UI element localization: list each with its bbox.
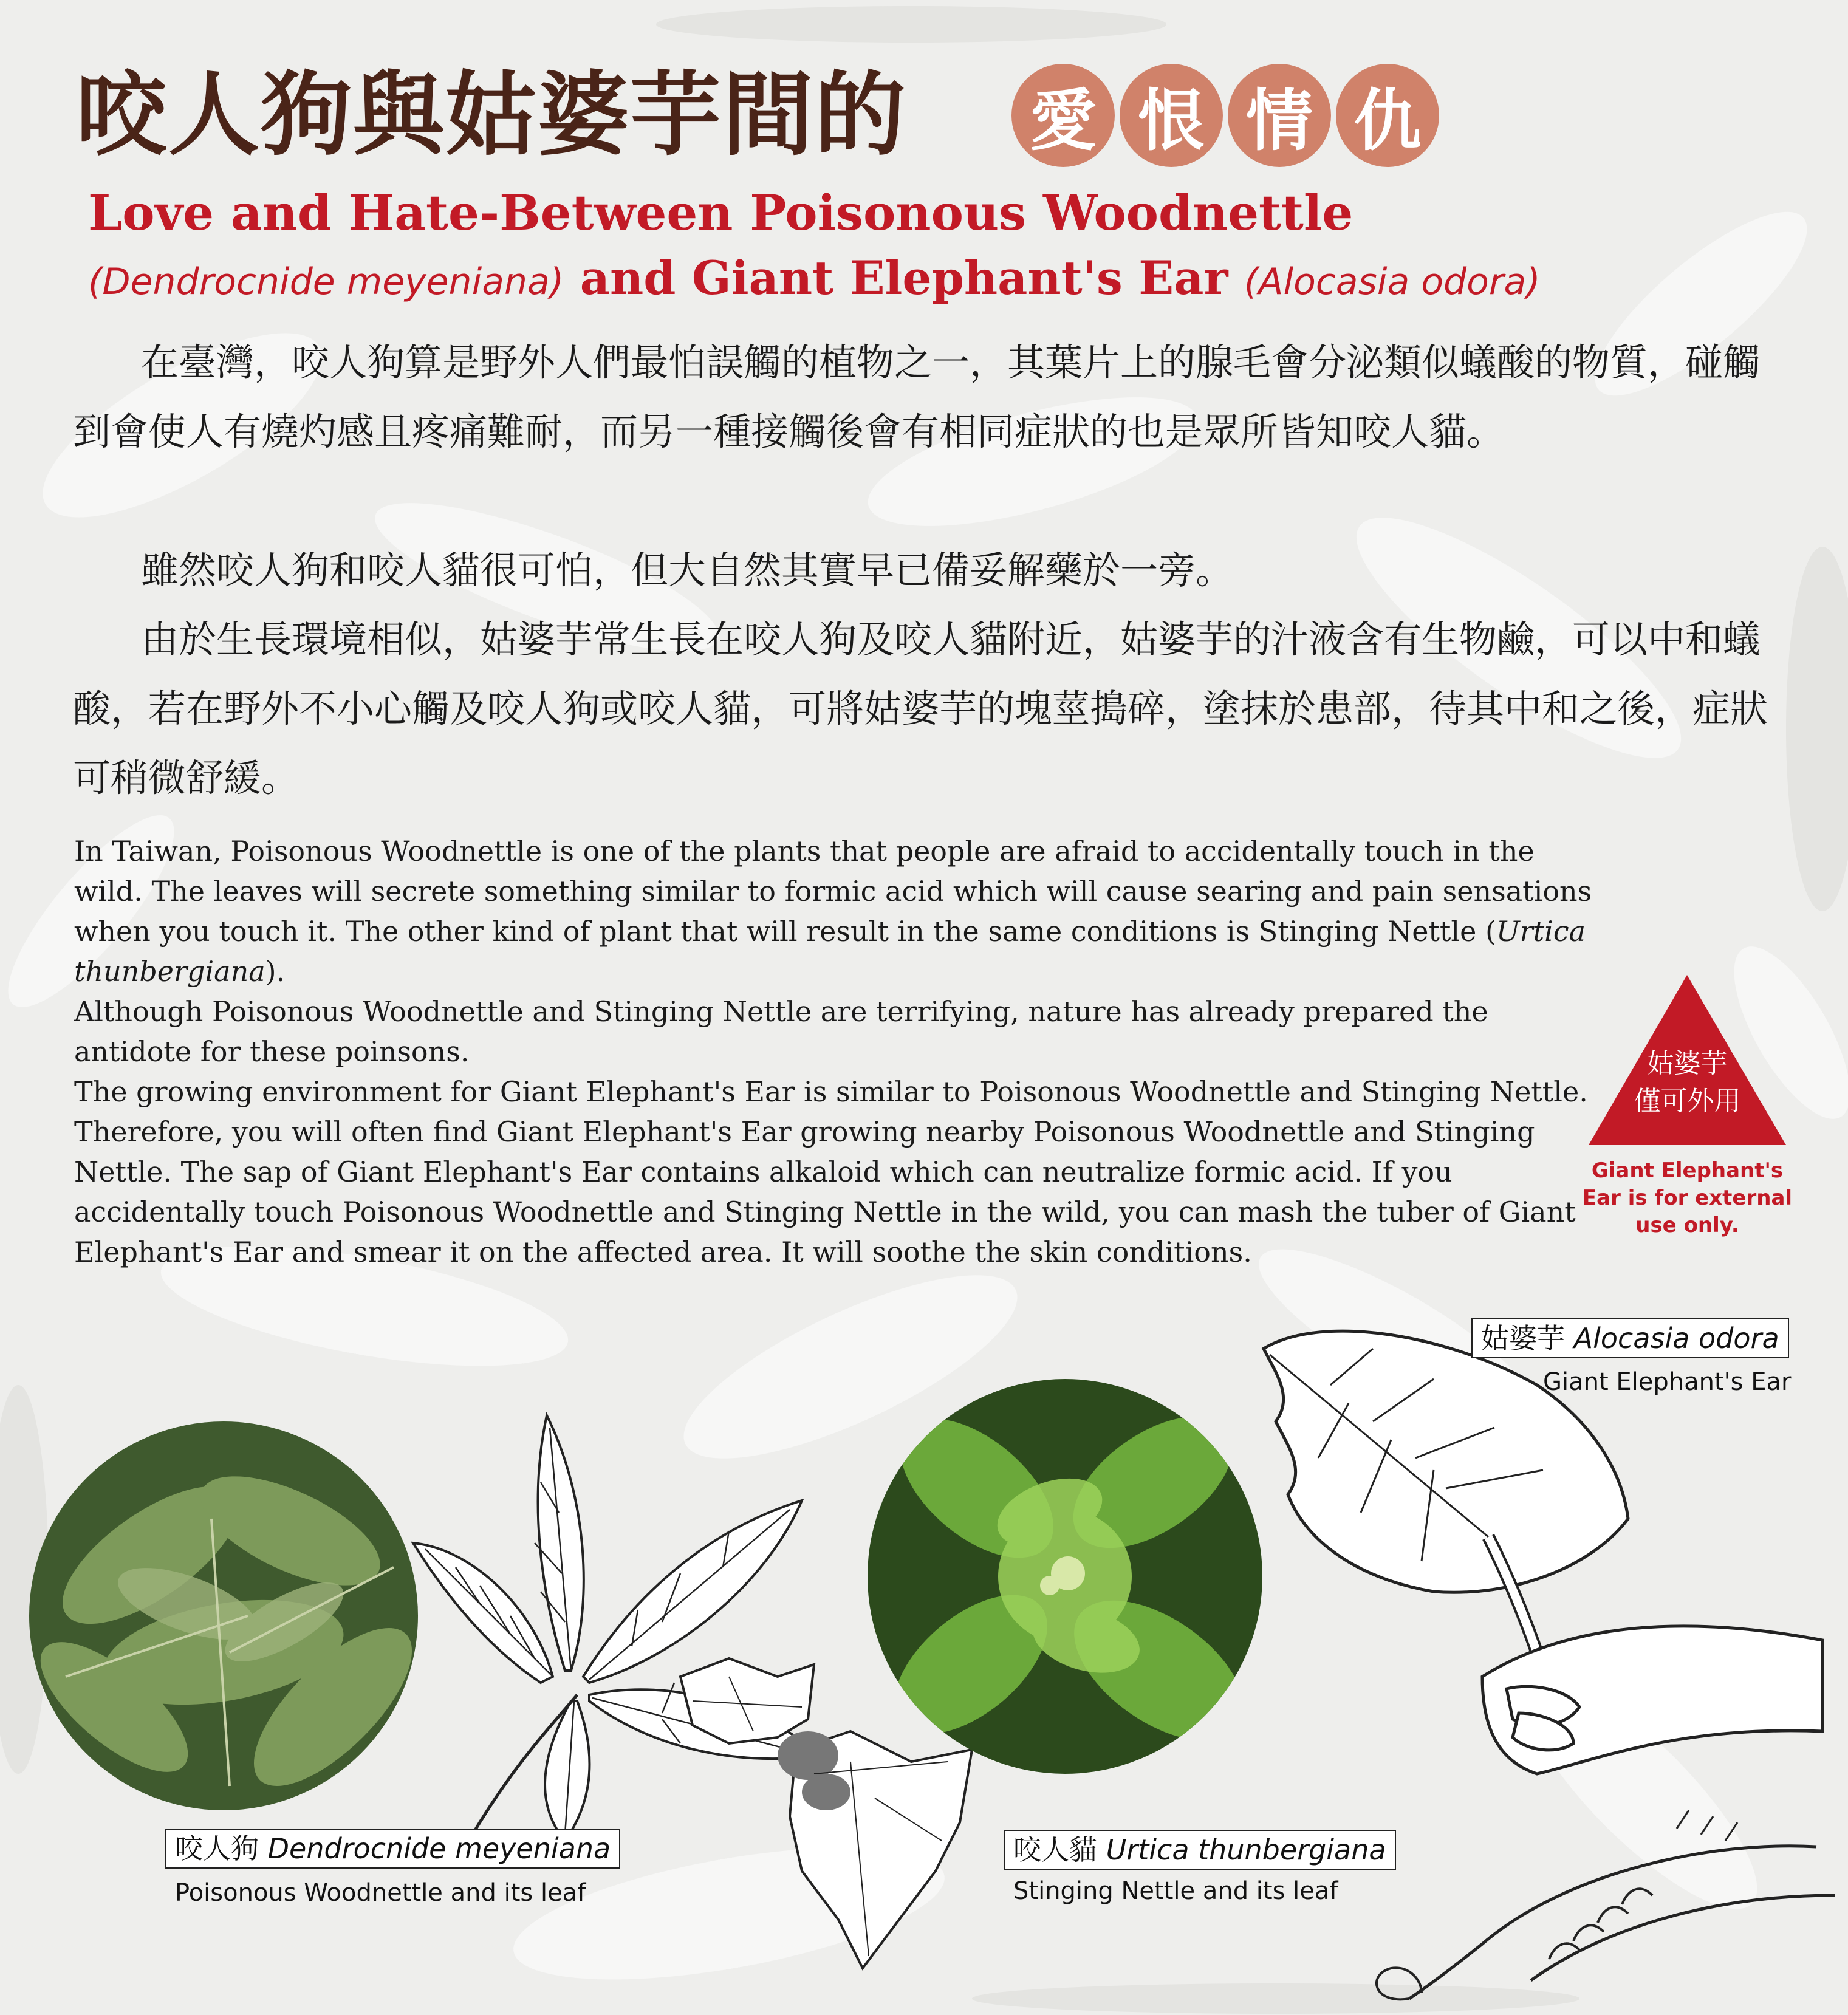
warning-zh-line2: 僅可外用 [1634,1086,1741,1117]
elephant-ear-label-zh: 姑婆芋 [1481,1322,1565,1355]
woodnettle-label [165,1829,620,1869]
bubble-love: 愛 [1011,64,1115,167]
woodnettle-label-sci: Dendrocnide meyeniana [267,1832,611,1865]
en-paragraph-3: The growing environment for Giant Elephant's Ear is similar to Poisonous Woodnettle and Stinging Nettle. Therefore, you will often find Giant Elephant's Ear growing nearby Poisonous Woodnettle and Stinging Nettle. The sap of Giant Elephant's Ear contains alkaloid which can neutralize formic acid. If you accidentally touch Poisonous Woodnettle and Stinging Nettle in the wild, you can mash the tuber of Giant Elephant's Ear and smear it on the affected area. It will soothe the skin conditions. [74,1075,1588,1268]
title-bubbles [1011,64,1439,167]
woodnettle-caption: Poisonous Woodnettle and its leaf [175,1879,586,1907]
english-body [74,831,1605,1272]
woodnettle-label-zh: 咬人狗 [175,1832,259,1865]
title-sci-name-elephant-ear: (Alocasia odora) [1244,261,1541,303]
title-sci-name-woodnettle: (Dendrocnide meyeniana) [88,261,564,303]
zh-paragraph-1: 在臺灣，咬人狗算是野外人們最怕誤觸的植物之一，其葉片上的腺毛會分泌類似蟻酸的物質，碰觸到會使人有燒灼感且疼痛難耐，而另一種接觸後會有相同症狀的也是眾所皆知咬人貓。 [73,340,1761,454]
en-p1-text: In Taiwan, Poisonous Woodnettle is one of the plants that people are afraid to accidentally touch in the wild. The leaves will secrete something similar to formic acid which will cause searing and pain sensations when you touch it. The other kind of plant that will result in the same conditions is Stinging Nettle ( [74,835,1592,948]
elephant-ear-caption: Giant Elephant's Ear [1543,1368,1792,1396]
bubble-feeling: 情 [1228,64,1331,167]
warning-text-zh [1589,1045,1786,1120]
zh-paragraph-3: 由於生長環境相似，姑婆芋常生長在咬人狗及咬人貓附近，姑婆芋的汁液含有生物鹼，可以中和蟻酸，若在野外不小心觸及咬人狗或咬人貓，可將姑婆芋的塊莖搗碎，塗抹於患部，待其中和之後，症狀可稍微舒緩。 [73,617,1768,800]
en-paragraph-1 [74,831,1605,991]
nettle-photo [868,1379,1262,1774]
bubble-hate: 恨 [1120,64,1223,167]
elephant-ear-label [1471,1318,1789,1358]
nettle-label-zh: 咬人貓 [1013,1833,1097,1866]
woodnettle-photo [29,1421,418,1810]
en-paragraph-2: Although Poisonous Woodnettle and Stinging Nettle are terrifying, nature has already prepared the antidote for these poinsons. [74,995,1488,1068]
warning-zh-line1: 姑婆芋 [1647,1048,1728,1079]
title-mid-text: and Giant Elephant's Ear [564,251,1244,305]
page-title-english-line1: Love and Hate-Between Poisonous Woodnettle [88,184,1353,241]
page-title-english-line2 [88,248,1541,312]
zh-paragraph-2: 雖然咬人狗和咬人貓很可怕，但大自然其實早已備妥解藥於一旁。 [141,548,1234,592]
warning-text-en: Giant Elephant's Ear is for external use only. [1582,1158,1793,1237]
page-title-chinese: 咬人狗與姑婆芋間的 [76,63,908,168]
nettle-caption: Stinging Nettle and its leaf [1013,1877,1338,1905]
en-p1-end: ). [265,955,286,988]
bubble-enmity: 仇 [1336,64,1439,167]
nettle-label-sci: Urtica thunbergiana [1106,1833,1386,1866]
en-p1-sci-name: Urtica thunbergiana [74,915,1586,988]
nettle-label [1004,1830,1396,1870]
elephant-ear-label-sci: Alocasia odora [1573,1322,1779,1355]
elephant-ear-drawing [1251,1312,1847,2011]
